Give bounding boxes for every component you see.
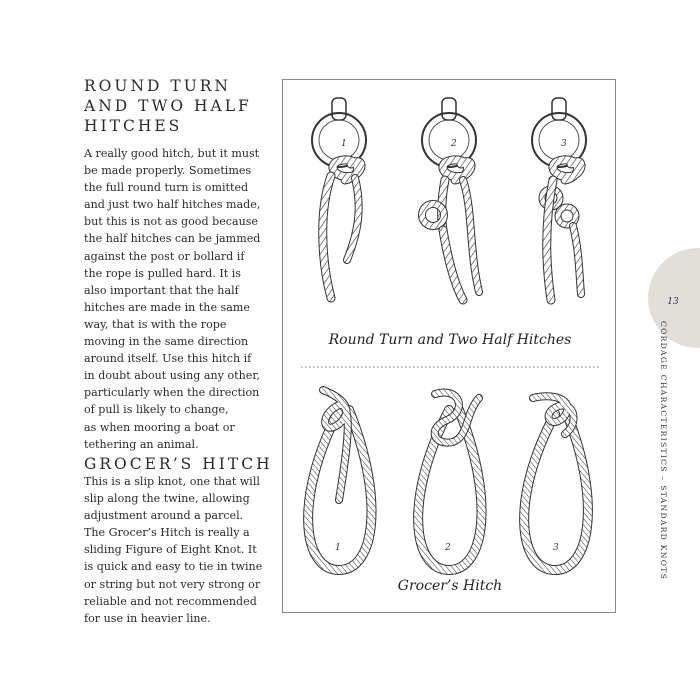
text-line: A really good hitch, but it must (84, 147, 260, 160)
grocers-hitch-description (84, 473, 266, 627)
text-line: moving in the same direction (84, 335, 249, 349)
step-number: 1 (341, 139, 347, 149)
mooring-ring-mount (552, 98, 566, 120)
text-line: is quick and easy to tie in twine (84, 560, 263, 574)
round-turn-step-1 (312, 98, 366, 298)
round-turn-description (84, 145, 266, 453)
text-line: reliable and not recommended (84, 594, 257, 608)
text-line: slip along the twine, allowing (84, 492, 250, 506)
text-line: adjustment around a parcel. (84, 509, 244, 523)
text-line: the rope is pulled hard. It is (84, 266, 241, 280)
title-line: HITCHES (84, 117, 183, 135)
step-number: 2 (445, 543, 451, 553)
knot-illustration-panel (282, 79, 616, 613)
step-number: 3 (553, 543, 559, 553)
section-title-grocers-hitch (84, 454, 273, 474)
text-line: hitches are made in the same (84, 300, 250, 314)
title-line: GROCER’S HITCH (84, 455, 273, 473)
text-line: in doubt about using any other, (84, 369, 260, 383)
round-turn-caption: Round Turn and Two Half Hitches (328, 332, 572, 348)
text-line: against the post or bollard if (84, 249, 245, 263)
text-line: sliding Figure of Eight Knot. It (84, 543, 257, 557)
text-line: the half hitches can be jammed (84, 232, 261, 246)
text-line: and just two half hitches made, (84, 198, 261, 212)
page-number: 13 (667, 297, 679, 307)
text-line: for use in heavier line. (84, 611, 211, 625)
text-line: The Grocer’s Hitch is really a (84, 526, 250, 540)
title-line: ROUND TURN (84, 77, 231, 95)
title-line: AND TWO HALF (84, 97, 252, 115)
round-turn-step-2 (422, 98, 479, 300)
text-line: be made properly. Sometimes (84, 164, 252, 178)
text-line: particularly when the direction (84, 386, 260, 400)
text-line: but this is not as good because (84, 215, 258, 229)
text-line: This is a slip knot, one that will (84, 475, 260, 488)
mooring-ring-mount (442, 98, 456, 120)
text-line: or string but not very strong or (84, 577, 261, 591)
text-line: also important that the half (84, 283, 239, 297)
step-number: 2 (451, 139, 457, 149)
text-line: the full round turn is omitted (84, 181, 249, 195)
mooring-ring-mount (332, 98, 346, 120)
round-turn-step-3 (532, 98, 586, 300)
section-title-round-turn (84, 76, 252, 136)
grocers-hitch-caption: Grocer’s Hitch (397, 578, 503, 594)
text-line: as when mooring a boat or (84, 420, 235, 434)
text-line: tethering an animal. (84, 437, 199, 451)
step-number: 1 (335, 543, 341, 553)
step-number: 3 (561, 139, 567, 149)
text-line: way, that is with the rope (84, 317, 227, 331)
text-line: of pull is likely to change, (84, 403, 229, 417)
running-head: CORDAGE CHARACTERISTICS – STANDARD KNOTS (659, 321, 668, 581)
text-line: around itself. Use this hitch if (84, 352, 252, 366)
